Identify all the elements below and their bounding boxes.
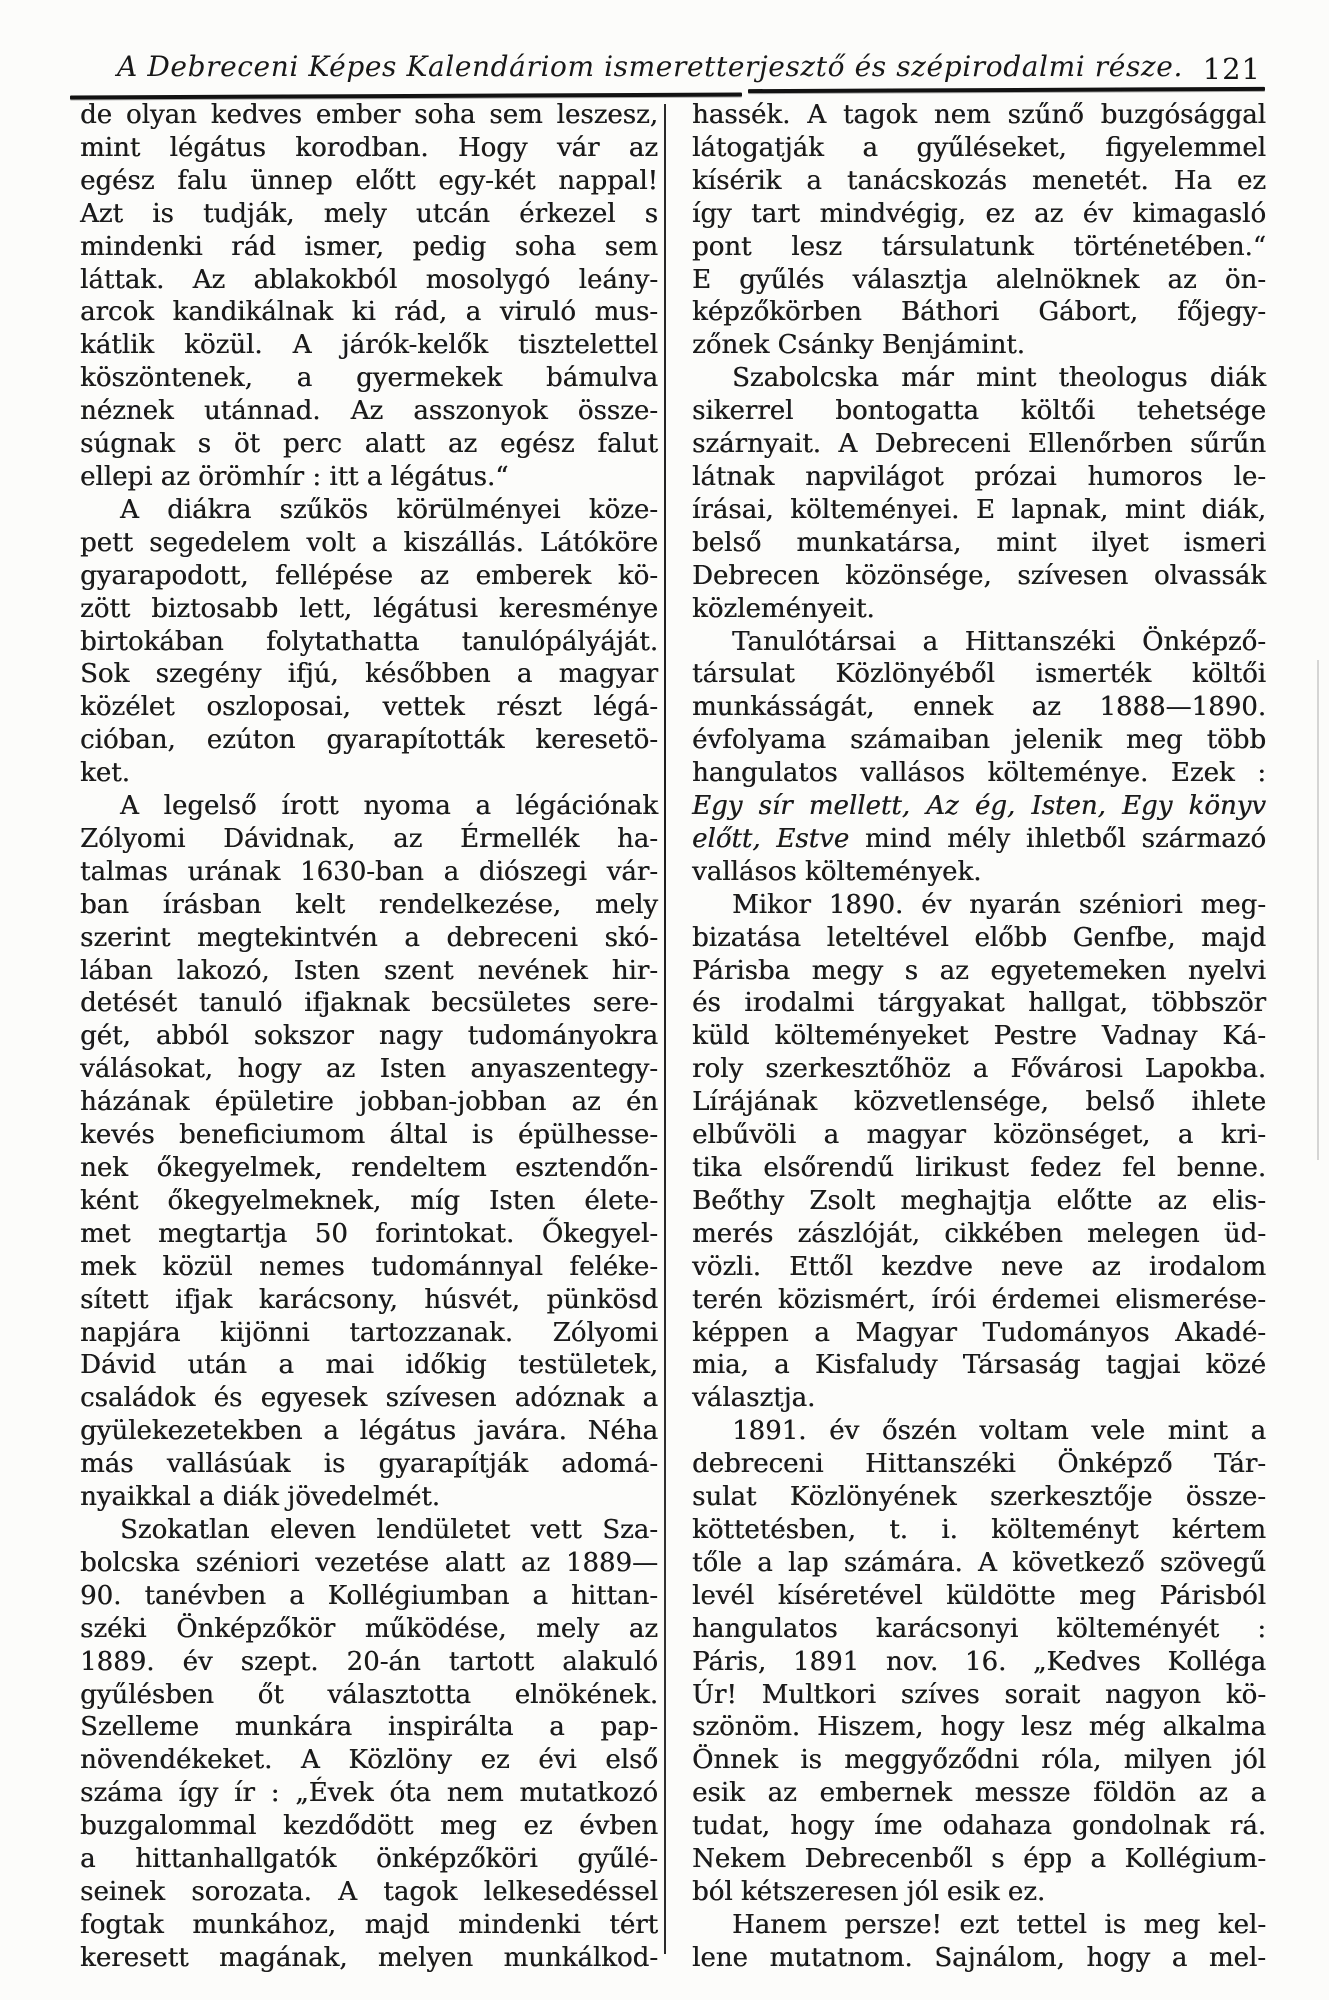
text-segment: Mikor 1890. év nyarán széniori meg- [732, 889, 1266, 920]
text-segment: válásokat, hogy az Isten anyaszentegy- [80, 1054, 658, 1085]
text-line [692, 198, 1266, 231]
text-line [80, 987, 658, 1020]
text-line [80, 626, 658, 659]
text-line [80, 1086, 658, 1119]
text-segment: 1891. év őszén voltam vele mint a [732, 1416, 1266, 1447]
text-line [80, 1942, 658, 1975]
text-line [692, 99, 1266, 132]
text-line [80, 889, 658, 922]
column-divider-rule [664, 104, 666, 1954]
text-segment: néznek utánnad. Az asszonyok össze- [80, 396, 658, 427]
text-segment: mint légátus korodban. Hogy vár az [80, 132, 658, 163]
text-line [692, 1580, 1266, 1613]
text-line [80, 1284, 658, 1317]
text-segment: vallásos költemények. [692, 856, 982, 887]
text-line [692, 889, 1266, 922]
text-line [80, 1909, 658, 1942]
text-line [692, 132, 1266, 165]
text-line [80, 1679, 658, 1712]
text-line [80, 329, 658, 362]
text-segment: mindenki rád ismer, pedig soha sem [80, 231, 658, 262]
text-segment: ket. [80, 758, 130, 789]
text-segment: gyűlésben őt választotta elnökének. [80, 1679, 658, 1710]
text-segment: Úr! Multkori szíves sorait nagyon kö- [692, 1679, 1266, 1710]
text-line [80, 1218, 658, 1251]
text-line [692, 264, 1266, 297]
text-line [80, 1448, 658, 1481]
text-line [80, 790, 658, 823]
text-line [692, 1415, 1266, 1448]
text-segment: közélet oszloposai, vettek részt légá- [80, 692, 658, 723]
text-segment: ellepi az örömhír : itt a légátus.“ [80, 461, 509, 492]
scan-edge-artifact [1317, 660, 1319, 1160]
italic-text-segment: Egy sír mellett, Az ég, Isten, Egy könyv [692, 791, 1266, 822]
text-line [692, 494, 1266, 527]
text-segment: met megtartja 50 forintokat. Őkegyel- [80, 1218, 658, 1249]
text-line [692, 856, 1266, 889]
text-line [692, 1744, 1266, 1777]
text-line [80, 1152, 658, 1185]
text-line [692, 626, 1266, 659]
text-line [692, 461, 1266, 494]
text-segment: A diákra szűkös körülményei köze- [120, 494, 658, 525]
text-segment: látnak napvilágot prózai humoros le- [692, 461, 1266, 492]
text-line [692, 1218, 1266, 1251]
text-line [80, 1185, 658, 1218]
text-segment: bolcska széniori vezetése alatt az 1889— [80, 1547, 658, 1578]
text-line [80, 132, 658, 165]
text-segment: debreceni Hittanszéki Önképző Tár- [692, 1449, 1266, 1480]
text-line [692, 1251, 1266, 1284]
text-line [692, 1284, 1266, 1317]
text-segment: szárnyait. A Debreceni Ellenőrben sűrűn [692, 429, 1266, 460]
text-line [80, 856, 658, 889]
text-line [692, 1942, 1266, 1975]
text-segment: Hanem persze! ezt tettel is meg kel- [732, 1909, 1266, 1940]
text-segment: tudat, hogy íme odahaza gondolnak rá. [692, 1811, 1266, 1842]
text-segment: lene mutatnom. Sajnálom, hogy a mel- [692, 1942, 1266, 1973]
text-line [692, 1876, 1266, 1909]
text-line [692, 1481, 1266, 1514]
text-segment: súgnak s öt perc alatt az egész falut [80, 429, 658, 460]
text-line [80, 1876, 658, 1909]
text-segment: sikerrel bontogatta költői tehetsége [692, 396, 1266, 427]
text-segment: keresett magának, melyen munkálkod- [80, 1942, 658, 1973]
text-line [692, 823, 1266, 856]
text-segment: 90. tanévben a Kollégiumban a hittan- [80, 1580, 658, 1611]
text-line [80, 691, 658, 724]
text-segment: mia, a Kisfaludy Társaság tagjai közé [692, 1350, 1266, 1381]
text-line [692, 1119, 1266, 1152]
text-line [692, 329, 1266, 362]
text-segment: ból kétszeresen jól esik ez. [692, 1876, 1046, 1907]
text-line [692, 1777, 1266, 1810]
text-line [80, 99, 658, 132]
text-segment: tika elsőrendű lirikust fedez fel benne. [692, 1153, 1266, 1183]
text-line [80, 198, 658, 231]
text-line [692, 1086, 1266, 1119]
text-segment: széki Önképzőkör működése, mely az [80, 1613, 658, 1644]
text-segment: küld költeményeket Pestre Vadnay Ká- [692, 1021, 1266, 1052]
text-line [80, 560, 658, 593]
text-segment: zött biztosabb lett, légátusi keresménye [80, 593, 658, 624]
text-line [80, 1514, 658, 1547]
text-segment: ban írásban kelt rendelkezése, mely [80, 889, 658, 920]
text-line [692, 231, 1266, 264]
text-segment: szerint megtekintvén a debreceni skó- [80, 922, 658, 953]
text-line [80, 1646, 658, 1679]
text-line [692, 757, 1266, 790]
text-line [692, 987, 1266, 1020]
text-segment: mek közül nemes tudománnyal feléke- [80, 1251, 658, 1282]
text-segment: sulat Közlönyének szerkesztője össze- [692, 1482, 1266, 1513]
header-rule-right-segment [748, 87, 1265, 93]
text-segment: képzőkörben Báthori Gábort, főjegy- [692, 297, 1266, 328]
text-segment: detését tanuló ifjaknak becsületes sere- [80, 988, 658, 1019]
text-line [692, 527, 1266, 560]
text-segment: más vallásúak is gyarapítják adomá- [80, 1449, 658, 1480]
text-segment: Tanulótársai a Hittanszéki Önképző- [732, 626, 1266, 657]
text-segment: talmas urának 1630-ban a diószegi vár- [80, 856, 658, 887]
text-line [80, 1843, 658, 1876]
text-line [692, 165, 1266, 198]
text-segment: cióban, ezúton gyarapították keresetö- [80, 725, 658, 756]
text-line [80, 395, 658, 428]
text-line [692, 395, 1266, 428]
text-line [80, 165, 658, 198]
text-segment: belső munkatársa, mint ilyet ismeri [692, 527, 1266, 558]
text-segment: napjára kijönni tartozzanak. Zólyomi [80, 1317, 658, 1348]
text-segment: gyarapodott, fellépése az emberek kö- [80, 560, 658, 591]
text-line [80, 1415, 658, 1448]
text-segment: Szokatlan eleven lendületet vett Sza- [120, 1514, 658, 1545]
text-segment: buzgalommal kezdődött meg ez évben [80, 1811, 658, 1842]
text-segment: birtokában folytathatta tanulópályáját. [80, 626, 658, 657]
text-segment: bizatása leteltével előbb Genfbe, majd [692, 922, 1266, 953]
text-segment: esik az embernek messze földön az a [692, 1778, 1266, 1809]
text-segment: hassék. A tagok nem szűnő buzgósággal [692, 100, 1266, 130]
text-line [80, 757, 658, 790]
running-header-title: A Debreceni Képes Kalendáriom ismeretterjesztő és szépirodalmi része. [117, 50, 1183, 83]
text-line [692, 1679, 1266, 1712]
text-segment: láttak. Az ablakokból mosolygó leány- [80, 264, 658, 295]
text-line [80, 1317, 658, 1350]
text-line [80, 593, 658, 626]
text-segment: pett segedelem volt a kiszállás. Látóköre [80, 527, 658, 558]
text-segment: növendékeket. A Közlöny ez évi első [80, 1745, 658, 1776]
text-segment: évfolyama számaiban jelenik meg több [692, 725, 1266, 756]
text-segment: gyülekezetekben a légátus javára. Néha [80, 1416, 658, 1447]
text-segment: Dávid után a mai időkig testületek, [80, 1350, 658, 1381]
text-line [692, 1843, 1266, 1876]
text-segment: fogtak munkához, majd mindenki tért [80, 1909, 658, 1940]
text-line [80, 1613, 658, 1646]
text-segment: Önnek is meggyőződni róla, milyen jól [692, 1745, 1266, 1776]
text-segment: pont lesz társulatunk történetében.“ [692, 231, 1266, 262]
text-segment: gét, abból sokszor nagy tudományokra [80, 1021, 658, 1052]
text-line [80, 296, 658, 329]
text-line [692, 658, 1266, 691]
text-line [80, 1777, 658, 1810]
text-line [80, 1744, 658, 1777]
text-segment: házának épületire jobban-jobban az én [80, 1087, 658, 1118]
text-line [692, 790, 1266, 823]
text-line [80, 1020, 658, 1053]
text-line [80, 1119, 658, 1152]
text-line [80, 428, 658, 461]
text-segment: E gyűlés választja alelnöknek az ön- [692, 264, 1266, 295]
text-line [80, 527, 658, 560]
text-line [80, 724, 658, 757]
text-segment: írásai, költeményei. E lapnak, mint diák, [692, 494, 1266, 525]
text-segment: 1889. év szept. 20-án tartott alakuló [80, 1646, 658, 1677]
text-segment: A legelső írott nyoma a légációnak [120, 791, 658, 822]
text-line [80, 1382, 658, 1415]
text-segment: a hittanhallgatók önképzőköri gyűlé- [80, 1844, 658, 1875]
text-line [692, 922, 1266, 955]
text-line [692, 1382, 1266, 1415]
text-line [692, 1711, 1266, 1744]
text-line [80, 362, 658, 395]
text-segment: ként őkegyelmeknek, míg Isten élete- [80, 1185, 658, 1216]
text-segment: Párisba megy s az egyetemeken nyelvi [692, 955, 1266, 986]
text-segment: munkásságát, ennek az 1888—1890. [692, 692, 1266, 723]
text-line [80, 1547, 658, 1580]
text-line [692, 362, 1266, 395]
text-line [80, 1580, 658, 1613]
text-segment: közleményeit. [692, 593, 875, 624]
text-segment: társulat Közlönyéből ismerték költői [692, 659, 1266, 690]
text-segment: Szelleme munkára inspirálta a pap- [80, 1712, 658, 1743]
text-segment: száma így ír : „Évek óta nem mutatkozó [80, 1778, 658, 1809]
text-segment: arcok kandikálnak ki rád, a viruló mus- [80, 297, 658, 328]
text-segment: sített ifjak karácsony, húsvét, pünkösd [80, 1284, 658, 1315]
text-line [80, 494, 658, 527]
text-segment: roly szerkesztőhöz a Fővárosi Lapokba. [692, 1054, 1266, 1085]
text-line [80, 461, 658, 494]
italic-text-segment: előtt, Estve [692, 823, 850, 854]
text-segment: választja. [692, 1383, 816, 1414]
text-segment: Szabolcska már mint theologus diák [732, 363, 1266, 394]
text-line [692, 1909, 1266, 1942]
text-segment: Azt is tudják, mely utcán érkezel s [80, 198, 658, 229]
text-segment: köszöntenek, a gyermekek bámulva [80, 363, 658, 394]
text-segment: így tart mindvégig, ez az év kimagasló [692, 198, 1266, 229]
text-line [80, 823, 658, 856]
text-line [692, 1448, 1266, 1481]
text-segment: terén közismért, írói érdemei elismerése- [692, 1284, 1266, 1315]
text-line [692, 1152, 1266, 1185]
text-segment: Sok szegény ifjú, későbben a magyar [80, 659, 658, 690]
text-line [692, 296, 1266, 329]
text-segment: kevés beneficiumom által is épülhesse- [80, 1120, 658, 1151]
text-segment: Debrecen közönsége, szívesen olvassák [692, 560, 1266, 591]
text-line [80, 922, 658, 955]
text-line [80, 1481, 658, 1514]
text-line [692, 1053, 1266, 1086]
text-line [692, 1185, 1266, 1218]
text-line [80, 1349, 658, 1382]
text-line [692, 1349, 1266, 1382]
text-line [692, 593, 1266, 626]
text-segment: kátlik közül. A járók-kelők tisztelettel [80, 330, 658, 361]
text-line [692, 1514, 1266, 1547]
text-segment: nek őkegyelmek, rendeltem esztendőn- [80, 1153, 658, 1183]
text-segment: egész falu ünnep előtt egy-két nappal! [80, 165, 658, 196]
text-line [692, 1020, 1266, 1053]
text-line [80, 1711, 658, 1744]
text-segment: elbűvöli a magyar közönséget, a kri- [692, 1120, 1266, 1151]
text-segment: köttetésben, t. i. költeményt kértem [692, 1514, 1266, 1545]
text-line [692, 724, 1266, 757]
text-line [80, 955, 658, 988]
text-line [692, 1646, 1266, 1679]
text-line [692, 560, 1266, 593]
text-line [80, 1053, 658, 1086]
text-line [80, 1251, 658, 1284]
text-line [692, 428, 1266, 461]
text-line [692, 691, 1266, 724]
text-segment: merés zászlóját, cikkében melegen üd- [692, 1218, 1266, 1249]
text-segment: Zólyomi Dávidnak, az Érmellék ha- [80, 823, 658, 854]
text-segment: kísérik a tanácskozás menetét. Ha ez [692, 165, 1266, 196]
text-segment: tőle a lap számára. A következő szövegű [692, 1547, 1266, 1578]
text-line [692, 1810, 1266, 1843]
text-segment: Nekem Debrecenből s épp a Kollégium- [692, 1844, 1266, 1875]
text-segment: szönöm. Hiszem, hogy lesz még alkalma [692, 1712, 1266, 1743]
text-segment: mind mély ihletből származó [849, 823, 1266, 854]
text-segment: Beőthy Zsolt meghajtja előtte az elis- [692, 1185, 1266, 1216]
text-segment: nyaikkal a diák jövedelmét. [80, 1482, 440, 1513]
text-line [692, 1547, 1266, 1580]
text-segment: hangulatos vallásos költeménye. Ezek : [692, 758, 1266, 789]
text-segment: családok és egyesek szívesen adóznak a [80, 1383, 658, 1414]
text-segment: seinek sorozata. A tagok lelkesedéssel [80, 1876, 658, 1907]
text-line [80, 231, 658, 264]
text-line [80, 264, 658, 297]
text-segment: látogatják a gyűléseket, figyelemmel [692, 132, 1266, 163]
text-line [692, 955, 1266, 988]
text-segment: Lírájának közvetlensége, belső ihlete [692, 1087, 1266, 1118]
text-segment: zőnek Csánky Benjámint. [692, 330, 1025, 361]
text-line [80, 1810, 658, 1843]
text-segment: levél kíséretével küldötte meg Párisból [692, 1580, 1266, 1611]
text-segment: vözli. Ettől kezdve neve az irodalom [692, 1251, 1266, 1282]
text-column-right [692, 99, 1266, 1975]
text-line [692, 1613, 1266, 1646]
page-number: 121 [1202, 52, 1261, 86]
text-segment: és irodalmi tárgyakat hallgat, többször [692, 988, 1266, 1019]
text-line [80, 658, 658, 691]
text-segment: lában lakozó, Isten szent nevének hir- [80, 955, 658, 986]
text-segment: de olyan kedves ember soha sem leszesz, [80, 100, 658, 130]
text-segment: képpen a Magyar Tudományos Akadé- [692, 1317, 1266, 1348]
text-segment: Páris, 1891 nov. 16. „Kedves Kolléga [692, 1646, 1266, 1677]
text-column-left [80, 99, 658, 1975]
text-segment: hangulatos karácsonyi költeményét : [692, 1613, 1266, 1644]
text-line [692, 1317, 1266, 1350]
